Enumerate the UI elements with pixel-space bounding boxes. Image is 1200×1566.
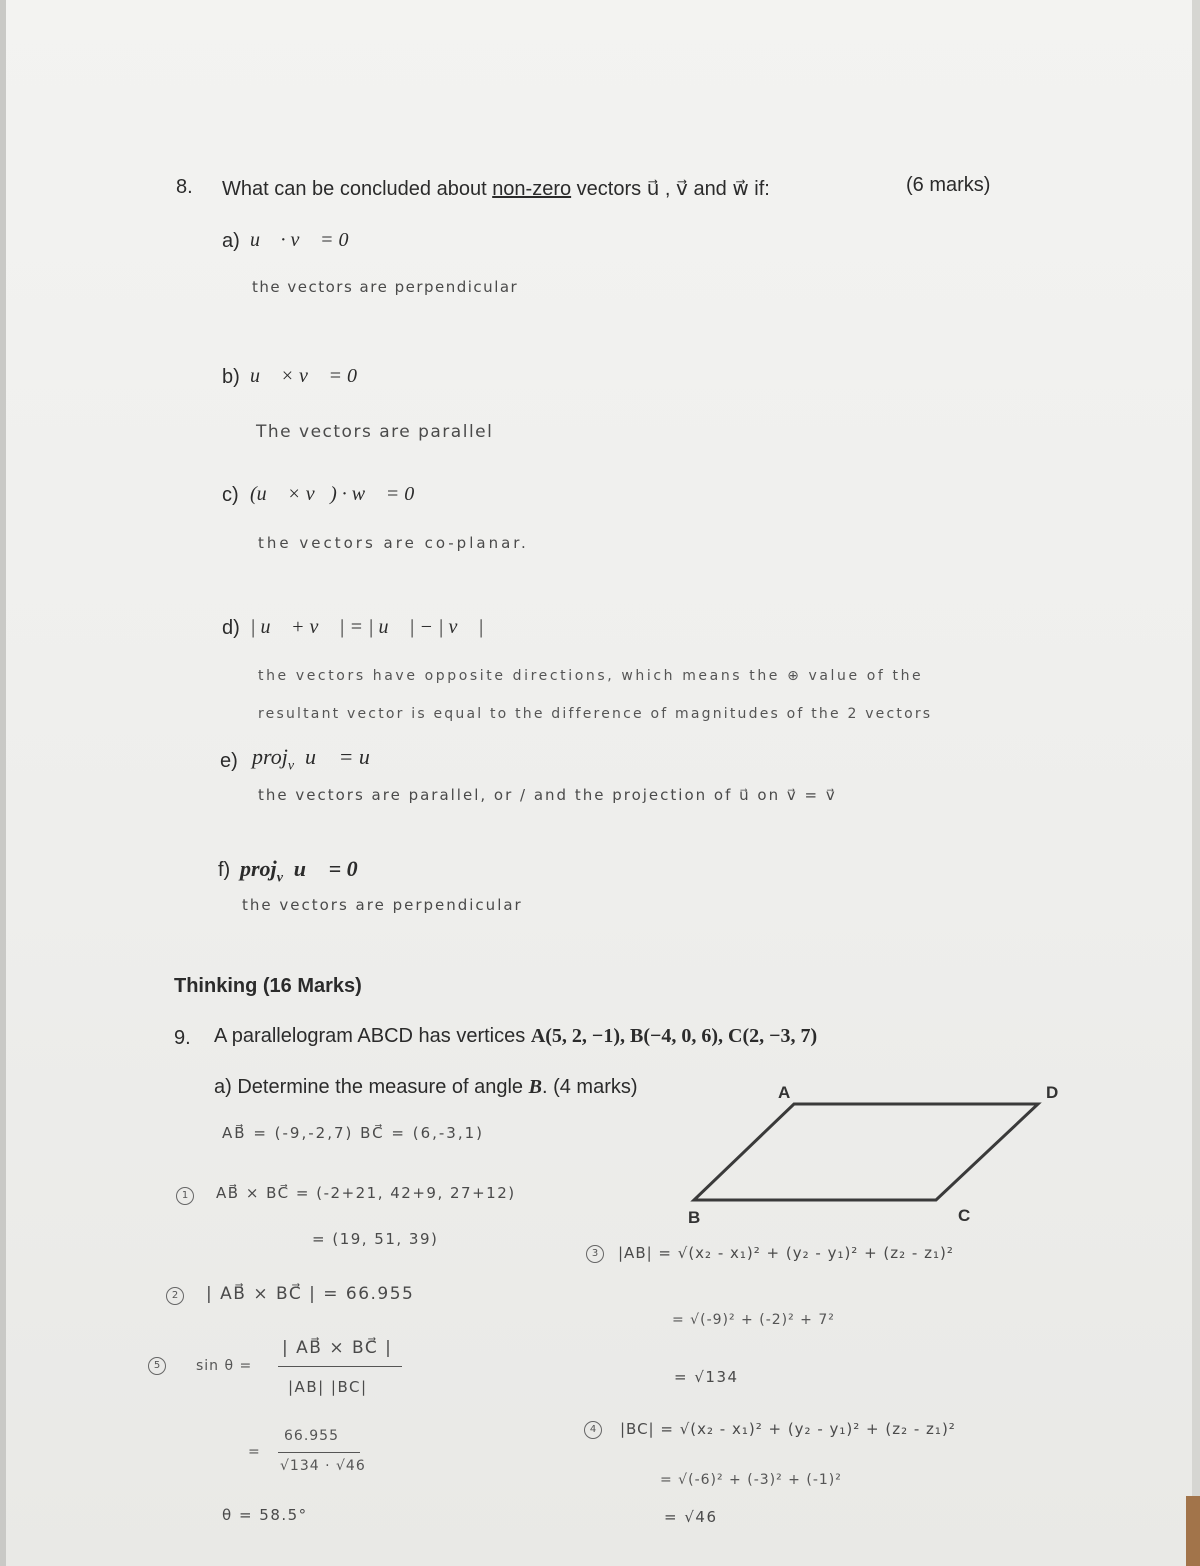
q8e-answer: the vectors are parallel, or / and the projection of u⃗ on v⃗ = v⃗	[258, 786, 837, 804]
work-sin-denominator: |AB| |BC|	[288, 1378, 368, 1396]
q8b-label: b)	[222, 366, 240, 388]
q9-stem	[214, 1025, 817, 1048]
q8-stem-before: What can be concluded about	[222, 178, 493, 200]
work-cross-magnitude: | AB⃗ × BC⃗ | = 66.955	[206, 1284, 415, 1304]
q8e-proj-sub: v⃗	[287, 758, 305, 774]
q8-stem-underlined: non-zero	[492, 178, 572, 200]
q8d-answer-line1: the vectors have opposite directions, which means the ⊕ value of the	[258, 668, 924, 684]
step-3-number: 3	[586, 1245, 604, 1263]
parallelogram-diagram	[690, 1078, 1110, 1228]
work-ab-bc-vectors: AB⃗ = (-9,-2,7) BC⃗ = (6,-3,1)	[222, 1124, 485, 1142]
desk-corner	[1186, 1496, 1200, 1566]
work-cross-product: AB⃗ × BC⃗ = (-2+21, 42+9, 27+12)	[216, 1184, 516, 1202]
q8f-proj: proj	[240, 856, 277, 881]
q8e-proj: proj	[252, 744, 288, 769]
q8-stem	[222, 176, 770, 201]
q8c-expression: (u⃗ × v⃗) · w⃗ = 0	[250, 483, 415, 505]
work-ab-magnitude-sub: = √(-9)² + (-2)² + 7²	[672, 1312, 835, 1328]
parallelogram-shape	[694, 1104, 1038, 1200]
q8-marks: (6 marks)	[906, 174, 991, 196]
step-4-marker	[584, 1420, 602, 1439]
q9-number: 9.	[174, 1027, 191, 1049]
work-frac-numerator: 66.955	[284, 1428, 339, 1444]
step-5-number: 5	[148, 1357, 166, 1375]
q8e-expression	[252, 744, 387, 774]
thinking-heading: Thinking (16 Marks)	[174, 975, 362, 997]
q8c-answer: the vectors are co-planar.	[258, 534, 529, 552]
work-frac-denominator: √134 · √46	[280, 1458, 366, 1474]
step-5-marker	[148, 1356, 166, 1375]
q8e-proj-tail: u⃗ = u⃗	[304, 744, 388, 769]
work-ab-magnitude-result: = √134	[674, 1368, 739, 1386]
work-frac-bar	[278, 1452, 360, 1453]
work-ab-magnitude-formula: |AB| = √(x₂ - x₁)² + (y₂ - y₁)² + (z₂ - z₁)²	[618, 1244, 954, 1262]
step-1-marker	[176, 1186, 194, 1205]
work-theta-result: θ = 58.5°	[222, 1506, 308, 1524]
vertex-label-c: C	[958, 1206, 971, 1225]
q8c-label: c)	[222, 484, 239, 506]
q8f-expression	[240, 856, 375, 886]
step-1-number: 1	[176, 1187, 194, 1205]
q9-stem-text: A parallelogram ABCD has vertices	[214, 1025, 531, 1047]
q8d-expression: | u⃗ + v⃗ | = | u⃗ | − | v⃗ |	[250, 616, 484, 638]
q8-stem-after: vectors u⃗ , v⃗ and w⃗ if:	[571, 178, 770, 200]
q9-vertices: A(5, 2, −1), B(−4, 0, 6), C(2, −3, 7)	[530, 1025, 818, 1047]
q8f-answer: the vectors are perpendicular	[242, 896, 523, 914]
work-bc-magnitude-result: = √46	[664, 1508, 718, 1526]
q8f-label: f)	[218, 859, 231, 881]
work-sin-numerator: | AB⃗ × BC⃗ |	[282, 1338, 393, 1358]
work-sin-fraction-bar	[278, 1366, 402, 1367]
q9a-marks: . (4 marks)	[541, 1076, 638, 1098]
page-right-edge	[1192, 0, 1200, 1566]
q8f-proj-tail: u⃗ = 0⃗	[293, 856, 375, 881]
q9a-prompt-text: a) Determine the measure of angle	[214, 1076, 529, 1098]
step-2-marker	[166, 1286, 184, 1305]
work-cross-product-result: = (19, 51, 39)	[312, 1230, 439, 1248]
work-bc-magnitude-sub: = √(-6)² + (-3)² + (-1)²	[660, 1472, 842, 1488]
step-2-number: 2	[166, 1287, 184, 1305]
q8b-answer: The vectors are parallel	[256, 422, 494, 442]
q8e-label: e)	[220, 750, 238, 772]
q8a-expression: u⃗ · v⃗ = 0	[250, 229, 349, 251]
q8-number: 8.	[176, 176, 193, 198]
page-left-edge	[0, 0, 6, 1566]
step-4-number: 4	[584, 1421, 602, 1439]
vertex-label-a: A	[778, 1083, 791, 1102]
work-bc-magnitude-formula: |BC| = √(x₂ - x₁)² + (y₂ - y₁)² + (z₂ - z₁)²	[620, 1420, 956, 1438]
q8b-expression: u⃗ × v⃗ = 0	[250, 365, 357, 387]
q8f-proj-sub: v⃗	[276, 870, 294, 886]
q8d-answer-line2: resultant vector is equal to the difference of magnitudes of the 2 vectors	[258, 706, 933, 722]
work-equals: =	[248, 1444, 261, 1460]
work-sin-label: sin θ =	[196, 1358, 253, 1374]
q9a-angle: B	[528, 1076, 542, 1098]
q8a-answer: the vectors are perpendicular	[252, 278, 519, 296]
q8d-label: d)	[222, 617, 240, 639]
q9a-prompt	[214, 1076, 638, 1099]
vertex-label-d: D	[1046, 1083, 1059, 1102]
step-3-marker	[586, 1244, 604, 1263]
vertex-label-b: B	[688, 1208, 701, 1227]
q8a-label: a)	[222, 230, 240, 252]
